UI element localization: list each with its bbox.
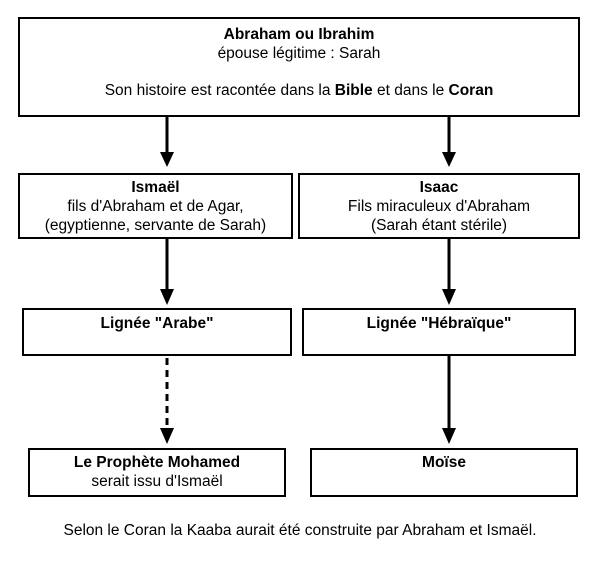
story-text-middle: et dans le bbox=[372, 82, 449, 99]
arrow-isaac-to-lignee-hebraique bbox=[442, 239, 456, 305]
story-coran: Coran bbox=[448, 82, 494, 99]
lignee-arabe-title: Lignée "Arabe" bbox=[100, 315, 214, 332]
abraham-title: Abraham ou Ibrahim bbox=[223, 26, 375, 43]
dashed-arrow-lignee-arabe-to-mohamed bbox=[160, 358, 174, 444]
abraham-spouse: épouse légitime : Sarah bbox=[217, 45, 381, 62]
mohamed-box bbox=[28, 448, 286, 497]
isaac-line-1: Fils miraculeux d'Abraham bbox=[347, 198, 531, 215]
abraham-story bbox=[20, 81, 578, 100]
arrow-abraham-to-ismael bbox=[160, 117, 174, 167]
ismael-line-2: (egyptienne, servante de Sarah) bbox=[44, 217, 267, 234]
story-bible: Bible bbox=[334, 82, 373, 99]
ismael-line-1: fils d'Abraham et de Agar, bbox=[67, 198, 244, 215]
ismael-title: Ismaël bbox=[131, 179, 180, 196]
isaac-title: Isaac bbox=[419, 179, 459, 196]
lignee-arabe-box bbox=[22, 308, 292, 356]
footer-note: Selon le Coran la Kaaba aurait été construite par Abraham et Ismaël. bbox=[63, 522, 537, 539]
mohamed-line-1: serait issu d'Ismaël bbox=[91, 473, 223, 490]
isaac-line-2: (Sarah étant stérile) bbox=[370, 217, 508, 234]
moise-title: Moïse bbox=[422, 454, 466, 471]
mohamed-title: Le Prophète Mohamed bbox=[73, 454, 241, 471]
abraham-box bbox=[18, 17, 580, 117]
arrow-ismael-to-lignee-arabe bbox=[160, 239, 174, 305]
arrow-lignee-hebraique-to-moise bbox=[442, 356, 456, 444]
moise-box bbox=[310, 448, 578, 497]
ismael-box bbox=[18, 173, 293, 239]
story-text-start: Son histoire est racontée dans la bbox=[104, 82, 335, 99]
lignee-hebraique-title: Lignée "Hébraïque" bbox=[366, 315, 512, 332]
spacer bbox=[20, 63, 578, 81]
lignee-hebraique-box bbox=[302, 308, 576, 356]
isaac-box bbox=[298, 173, 580, 239]
arrow-abraham-to-isaac bbox=[442, 117, 456, 167]
